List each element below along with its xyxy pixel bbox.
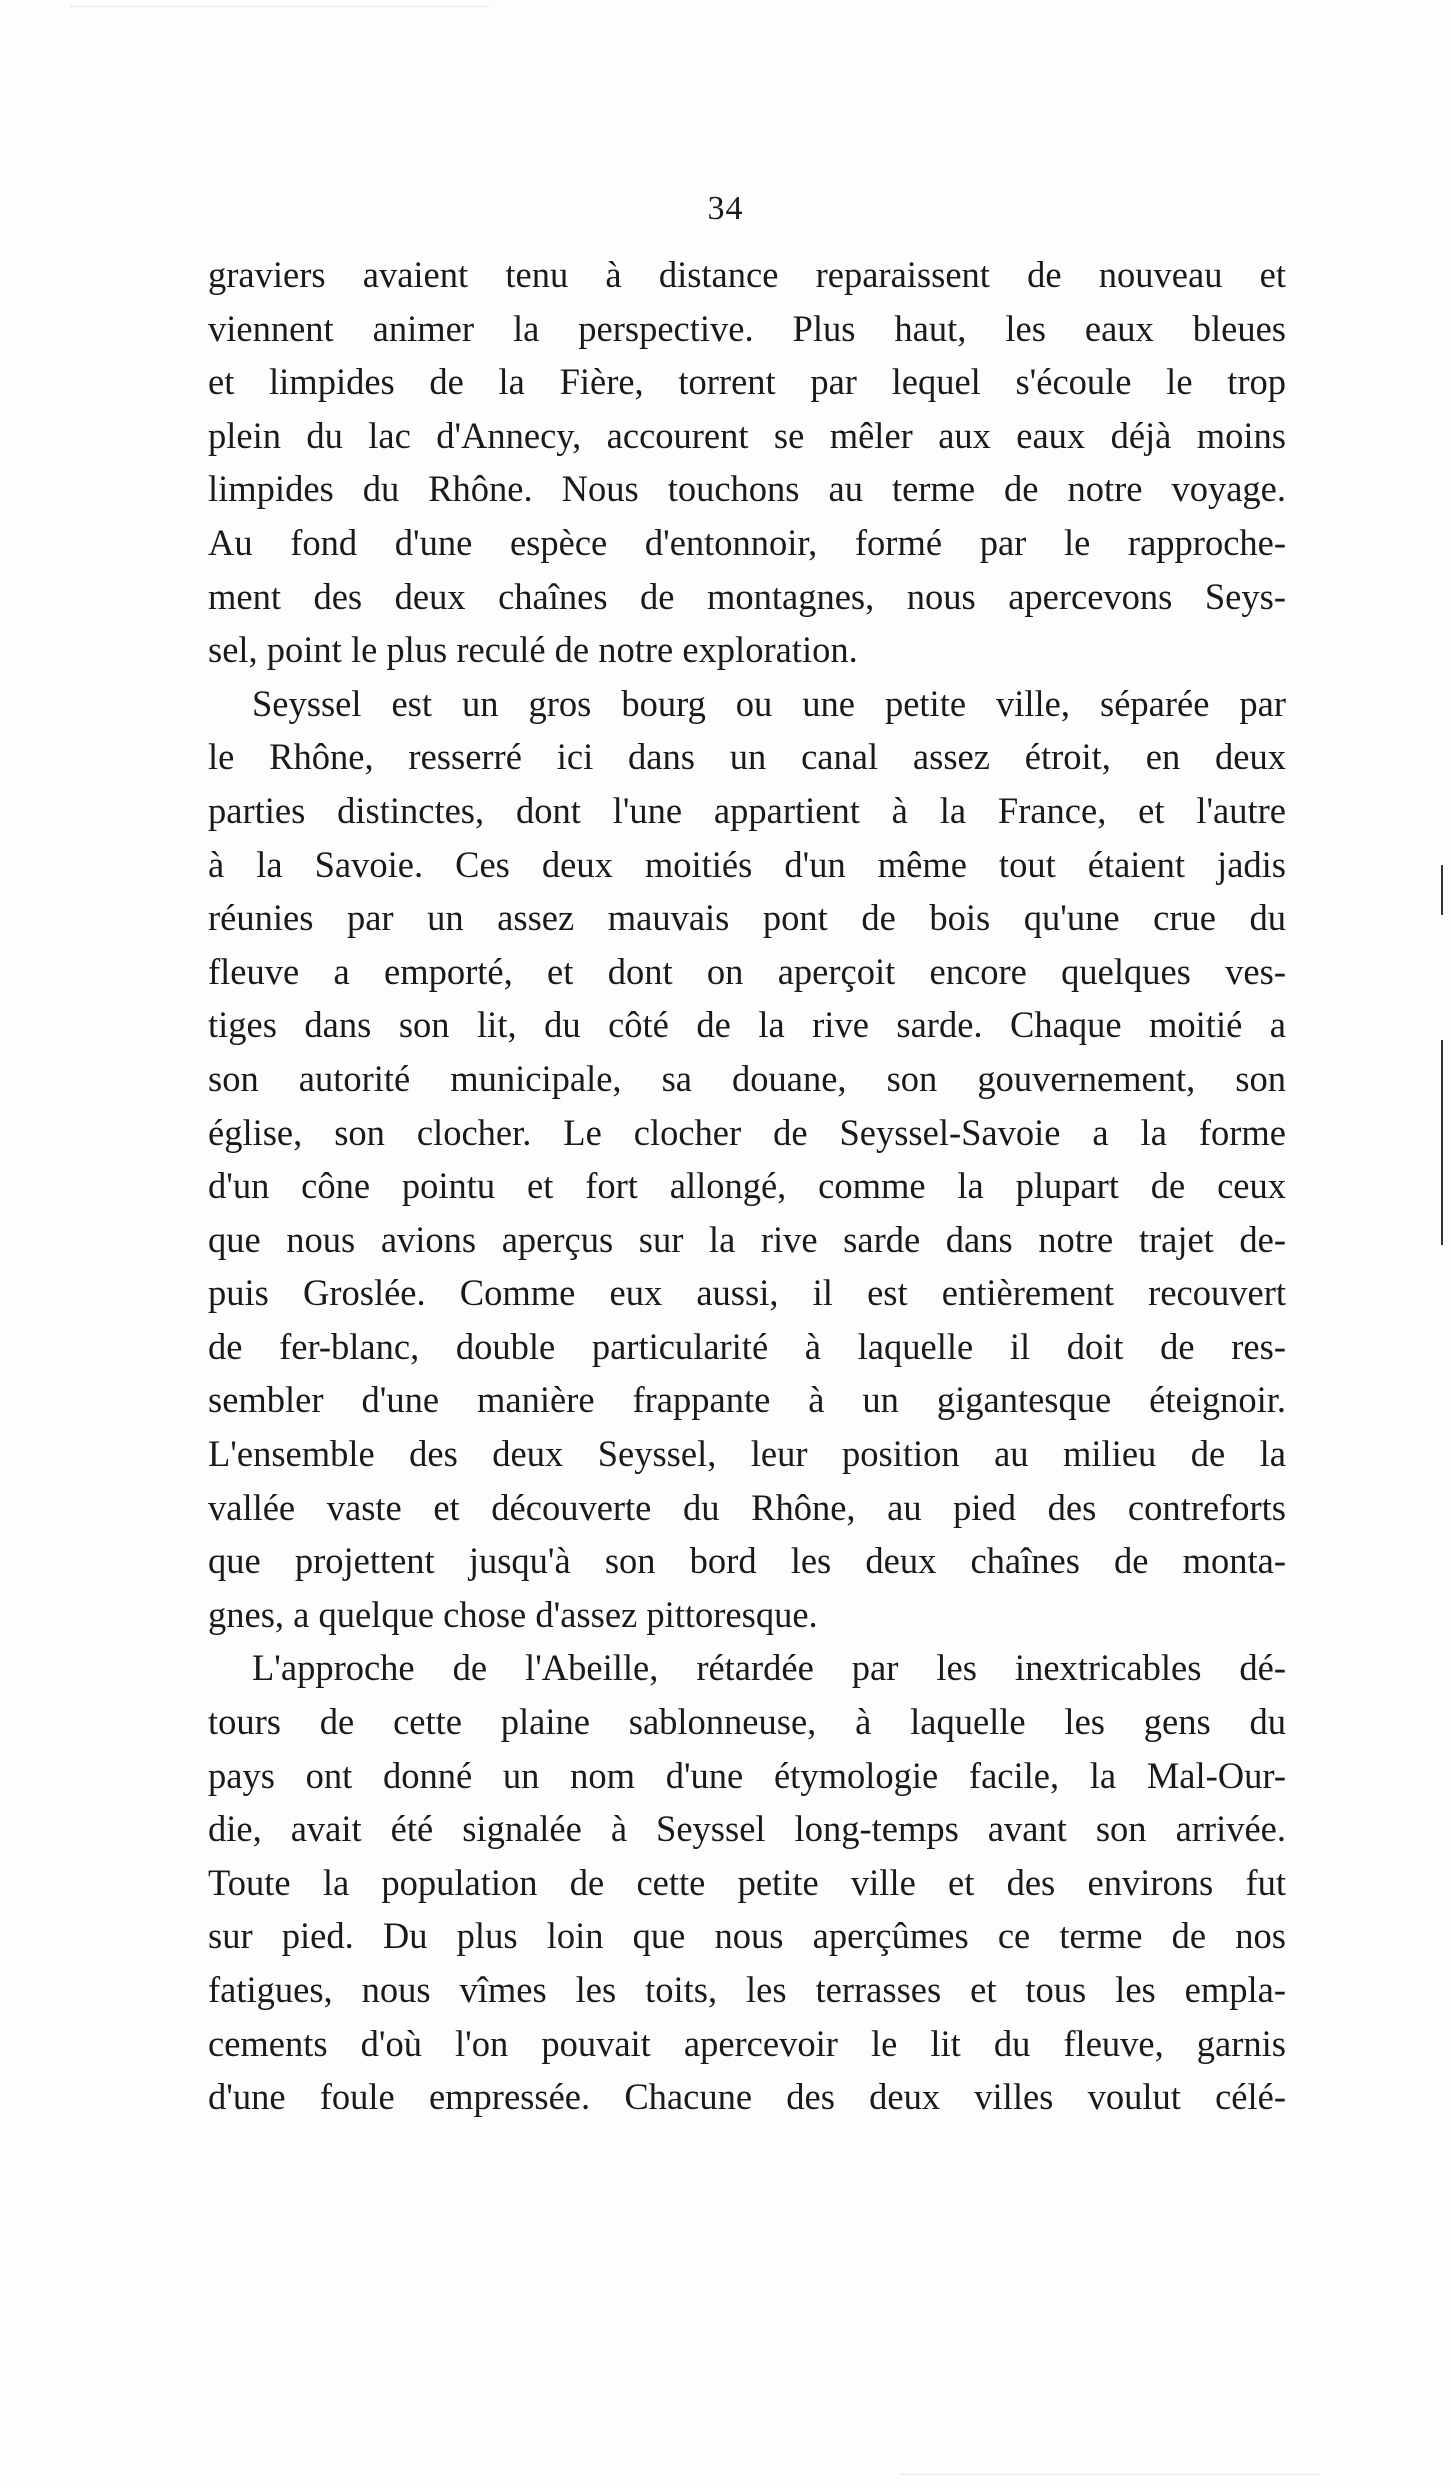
text-line: puis Groslée. Comme eux aussi, il est entièrement recouvert	[208, 1272, 1286, 1314]
text-line: graviers avaient tenu à distance reparaissent de nouveau et	[208, 254, 1286, 295]
text-line: sembler d'une manière frappante à un gigantesque éteignoir.	[208, 1379, 1286, 1421]
text-line: viennent animer la perspective. Plus haut, les eaux bleues	[208, 307, 1286, 349]
text-line: limpides du Rhône. Nous touchons au terme de notre voyage.	[208, 468, 1286, 510]
text-line: sur pied. Du plus loin que nous aperçûmes ce terme de nos	[208, 1915, 1286, 1957]
text-line: et limpides de la Fière, torrent par lequel s'écoule le trop	[208, 361, 1286, 403]
text-line: parties distinctes, dont l'une appartient à la France, et l'autre	[208, 789, 1286, 831]
text-line: vallée vaste et découverte du Rhône, au pied des contreforts	[208, 1486, 1286, 1528]
text-line: fleuve a emporté, et dont on aperçoit encore quelques ves-	[208, 950, 1286, 992]
text-line: son autorité municipale, sa douane, son gouvernement, son	[208, 1057, 1286, 1099]
scan-margin-mark	[1441, 1040, 1443, 1245]
scan-artifact-top	[70, 6, 490, 13]
page-number: 34	[707, 190, 744, 227]
text-line: plein du lac d'Annecy, accourent se mêler aux eaux déjà moins	[208, 414, 1286, 456]
text-line: à la Savoie. Ces deux moitiés d'un même tout étaient jadis	[208, 843, 1286, 885]
text-line: cements d'où l'on pouvait apercevoir le lit du fleuve, garnis	[208, 2022, 1286, 2064]
text-line: de fer-blanc, double particularité à laquelle il doit de res-	[208, 1325, 1286, 1367]
text-line: tours de cette plaine sablonneuse, à laquelle les gens du	[208, 1701, 1286, 1743]
scan-margin-mark	[1441, 865, 1443, 915]
text-line: L'approche de l'Abeille, rétardée par les inextricables dé-	[252, 1647, 1286, 1689]
text-line: tiges dans son lit, du côté de la rive sarde. Chaque moitié a	[208, 1004, 1286, 1046]
text-line: réunies par un assez mauvais pont de bois qu'une crue du	[208, 897, 1286, 939]
text-line: que projettent jusqu'à son bord les deux chaînes de monta-	[208, 1540, 1286, 1582]
text-line: gnes, a quelque chose d'assez pittoresque.	[208, 1593, 818, 1635]
text-line: Seyssel est un gros bourg ou une petite ville, séparée par	[252, 682, 1286, 724]
text-line: sel, point le plus reculé de notre exploration.	[208, 629, 858, 671]
text-line: ment des deux chaînes de montagnes, nous apercevons Seys-	[208, 575, 1286, 617]
text-line: die, avait été signalée à Seyssel long-temps avant son arrivée.	[208, 1808, 1286, 1850]
text-line: L'ensemble des deux Seyssel, leur position au milieu de la	[208, 1433, 1286, 1475]
text-line: fatigues, nous vîmes les toits, les terrasses et tous les empla-	[208, 1969, 1286, 2010]
scan-artifact-bottom	[900, 2474, 1320, 2481]
body-text	[208, 248, 1286, 2124]
text-line: église, son clocher. Le clocher de Seyssel-Savoie a la forme	[208, 1111, 1286, 1153]
text-line: Toute la population de cette petite ville et des environs fut	[208, 1861, 1286, 1903]
text-line: d'un cône pointu et fort allongé, comme la plupart de ceux	[208, 1165, 1286, 1207]
text-line: Au fond d'une espèce d'entonnoir, formé par le rapproche-	[208, 521, 1286, 563]
text-line: que nous avions aperçus sur la rive sarde dans notre trajet de-	[208, 1218, 1286, 1260]
text-line: d'une foule empressée. Chacune des deux villes voulut célé-	[208, 2076, 1286, 2118]
text-line: pays ont donné un nom d'une étymologie facile, la Mal-Our-	[208, 1754, 1286, 1796]
text-line: le Rhône, resserré ici dans un canal assez étroit, en deux	[208, 736, 1286, 778]
